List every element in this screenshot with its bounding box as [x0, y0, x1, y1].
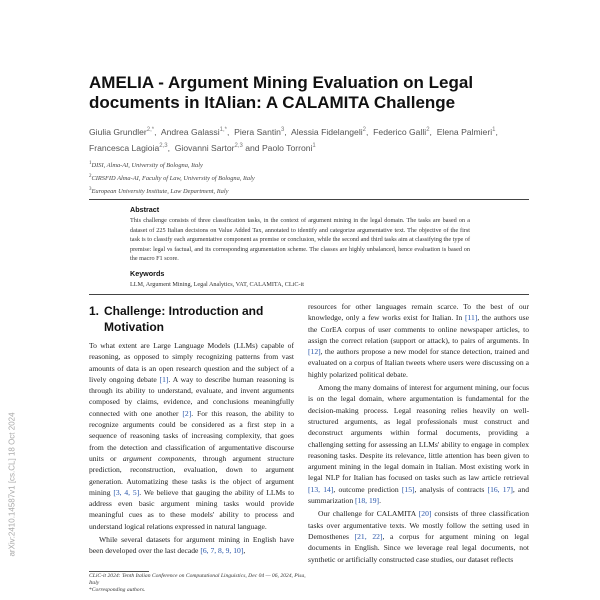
citation-link[interactable]: [13, 14] — [308, 484, 334, 494]
arxiv-sidebar — [2, 380, 17, 600]
author-affiliation-mark: 1 — [492, 127, 496, 133]
author-name: Giovanni Sartor — [174, 142, 235, 153]
author-conjunction: and — [245, 142, 260, 153]
citation-link[interactable]: [2] — [182, 408, 192, 418]
section-title-line1: Challenge: Introduction and — [104, 304, 264, 318]
citation-link[interactable]: [1] — [159, 374, 169, 384]
abstract-top-divider — [89, 199, 529, 200]
right-paragraph-2: Among the many domains of interest for argument mining, our focus is on the legal domain, where argumentation is fundamental for the decision-making process. Legal reasoning relies heavily on well-structured arguments, as legal professionals must construct and deconstruct arguments within formal documents, providing a challenging setting for assessing an LLMs' ability to engage in complex reasoning tasks. Despite its relevance, little attention has been given to argument mining in the legal domain in Italian. Most existing work in legal NLP for Italian has focused on tasks such as law article retrieval [13, 14], outcome prediction [15], analysis of contracts [16, 17], and summarization [18, 19]. — [308, 383, 530, 506]
citation-link[interactable]: [15] — [401, 484, 415, 494]
citation-link[interactable]: [16, 17] — [487, 484, 513, 494]
abstract-bottom-divider — [89, 294, 529, 295]
citation-link[interactable]: [11] — [464, 313, 478, 323]
left-paragraph-2: While several datasets for argument mining in English have been developed over the last decade [6, 7, 8, 9, 10], — [89, 535, 294, 556]
citation-link[interactable]: [12] — [308, 347, 321, 357]
citation-link[interactable]: [20] — [418, 509, 432, 519]
citation-link[interactable]: [6, 7, 8, 9, 10] — [200, 546, 244, 556]
author-name: Federico Galli — [373, 126, 427, 137]
author-name: Paolo Torroni — [261, 142, 313, 153]
author-affiliation-mark: 1,* — [219, 127, 227, 133]
author-affiliation-mark: 2,* — [146, 127, 155, 133]
author-affiliation-mark: 2,3 — [234, 142, 243, 149]
arxiv-identifier[interactable]: arXiv:2410.14587v1 [cs.CL] 18 Oct 2024 — [7, 412, 17, 557]
author-name: Francesca Lagioia — [89, 142, 160, 153]
keywords-text: LLM, Argument Mining, Legal Analytics, VAT, CALAMITA, CLiC-it — [130, 280, 305, 288]
author-affiliation-mark: 3 — [280, 127, 285, 133]
right-paragraph-1: resources for other languages remain scarce. To the best of our knowledge, only a few works exist for Italian. In [11], the authors use the CorEA corpus of user comments to online newspaper articles, to assign the correct relation (support or attack), to pairs of arguments. In [12], the authors propose a new model for stance detection, trained and evaluated on a corpus of Italian tweets where users were discussing on a highly polarized political debate. — [308, 302, 529, 379]
section-title-line2: Motivation — [104, 320, 164, 334]
affiliation-item: $^1$DISI, Alma-AI, University of Bologna, Italy — [89, 161, 203, 170]
author-name: Alessia Fidelangeli — [291, 126, 363, 137]
paper-title: AMELIA - Argument Mining Evaluation on Legal documents in ItAlian: A CALAMITA Challenge — [89, 73, 474, 112]
affiliation-item: $^2$CIRSFID Alma-AI, Faculty of Law, University of Bologna, Italy — [89, 174, 255, 183]
section-number: 1. — [89, 304, 100, 318]
author-name: Andrea Galassi — [160, 126, 220, 137]
abstract-heading: Abstract — [130, 205, 160, 214]
author-name: Giulia Grundler — [89, 126, 147, 137]
footnotes — [89, 573, 309, 595]
abstract-text: This challenge consists of three classification tasks, in the context of argument mining in the legal domain. The tasks are based on a dataset of 225 Italian decisions on Value Added Tax, annotated to identify and categorize argumentative text. The objective of the first task is to classify each argumentative component as premise or conclusion, while the second and third tasks aim at classifying the type of premise: legal vs factual, and its corresponding argumentation scheme. The classes are highly unbalanced, hence evaluation is based on the macro F1 score. — [130, 217, 470, 263]
citation-link[interactable]: [18, 19] — [355, 496, 380, 506]
author-affiliation-mark: 2 — [362, 127, 366, 133]
citation-link[interactable]: [21, 22] — [354, 531, 383, 541]
affiliation-item: $^3$European University Institute, Law Department, Italy — [89, 187, 229, 196]
left-column — [89, 340, 294, 557]
right-column — [308, 301, 529, 565]
author-affiliation-mark: 1 — [312, 142, 316, 149]
citation-link[interactable]: [3, 4, 5] — [113, 487, 140, 497]
right-paragraph-3: Our challenge for CALAMITA [20] consists of three classification tasks over argumentative texts. We mostly follow the setting used in Demosthenes [21, 22], a corpus for argument mining on legal documents in English. Since we leverage real legal documents, not synthetic or artificially constructed case studies, our dataset reflects — [308, 509, 529, 564]
author-affiliation-mark: 2,3 — [159, 142, 168, 149]
section-heading — [89, 303, 294, 335]
author-name: Elena Palmieri — [436, 126, 493, 137]
conference-footnote: CLiC-it 2024: Tenth Italian Conference on Computational Linguistics, Dec 04 — 06, 2024, Pisa, Italy — [89, 573, 306, 587]
left-paragraph-1: To what extent are Large Language Models (LLMs) capable of reasoning, as opposed to simply recognizing patterns from vast amounts of data is an open research question and the subject of a lively ongoing debate [1]. A way to describe human reasoning is through its ability to understand, evaluate, and invent arguments composed by claims, evidence, and conclusions meaningfully connected with one another [2]. For this reason, the ability to recognize arguments could be considered as a first step in a sequence of reasoning tasks of increasing complexity, that goes from the detection and classification of argumentative discourse units or argument components, through argument structure prediction, reconstruction, evaluation, down to argument generation. Automatizing these tasks is the object of argument mining [3, 4, 5]. We believe that gauging the ability of LLMs to address even basic argument mining tasks would provide meaningful cues as to these models' ability to process and understand logical relations expressed in natural language. — [89, 341, 295, 531]
author-affiliation-mark: 2 — [426, 127, 430, 133]
keywords-heading: Keywords — [130, 269, 165, 279]
corresponding-footnote: *Corresponding authors. — [89, 587, 146, 594]
author-name: Piera Santin — [234, 126, 281, 137]
abstract-block — [130, 205, 470, 289]
footnote-divider — [89, 571, 149, 572]
affiliation-list — [89, 158, 529, 197]
author-list: Giulia Grundler$^{2,*}$, Andrea Galassi$^{1,*}$, Piera Santin$^3$, Alessia Fidelangeli$^2$, Federico Galli$^2$, Elena Palmieri$^1$, Francesca Lagioia$^{2,3}$, Giovanni Sartor$^{2,3}$ and Paolo Torroni$^1$ — [89, 126, 501, 153]
